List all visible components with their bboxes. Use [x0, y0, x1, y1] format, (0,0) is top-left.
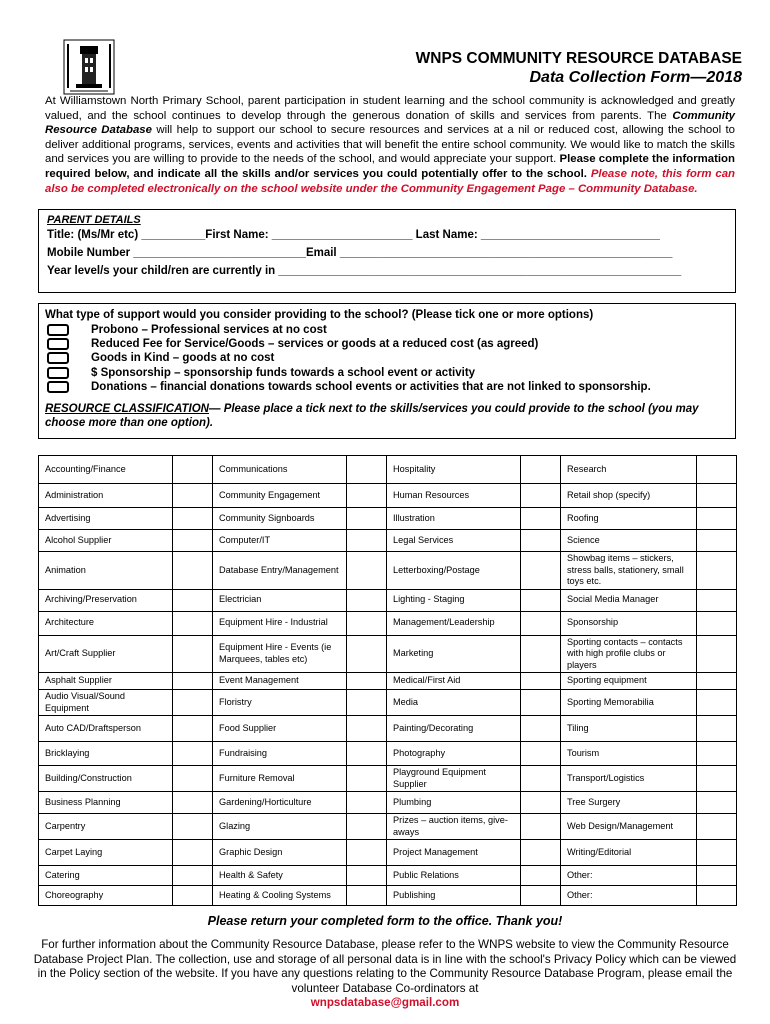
tick-box[interactable] — [697, 742, 737, 766]
support-type-box — [38, 303, 736, 439]
resource-label: Accounting/Finance — [39, 456, 173, 484]
intro-text-2: will help to support our school to secure resources and services at a nil or reduced cost, allowing the school to deliver additional programs, services, events and activities that will benefit the entire school community. We would like to match the skills and services you are willing to provide to the needs of the school, and would appreciate your support. — [45, 124, 735, 166]
return-note: Please return your completed form to the office. Thank you! — [207, 914, 563, 928]
resource-label: Audio Visual/Sound Equipment — [39, 690, 173, 716]
resource-label: Catering — [39, 866, 173, 886]
resource-classification — [45, 402, 729, 431]
tick-box[interactable] — [521, 635, 561, 673]
tick-box[interactable] — [697, 456, 737, 484]
resource-label: Alcohol Supplier — [39, 530, 173, 552]
resource-label: Plumbing — [387, 792, 521, 814]
tick-box[interactable] — [347, 886, 387, 906]
support-question: What type of support would you consider providing to the school? (Please tick one or more options) — [45, 309, 594, 321]
tick-box[interactable] — [521, 484, 561, 508]
resource-label: Science — [561, 530, 697, 552]
form-header — [416, 50, 742, 87]
tick-box[interactable] — [697, 589, 737, 611]
checkbox[interactable] — [47, 367, 69, 379]
tick-box[interactable] — [521, 716, 561, 742]
resource-label: Photography — [387, 742, 521, 766]
resource-label: Event Management — [213, 673, 347, 690]
resource-label: Other: — [561, 866, 697, 886]
tick-box[interactable] — [521, 611, 561, 635]
tick-box[interactable] — [521, 552, 561, 590]
tick-box[interactable] — [347, 840, 387, 866]
year-level-line[interactable]: Year level/s your child/ren are currently in _______________________________________________________________ — [47, 265, 682, 277]
resource-label: Writing/Editorial — [561, 840, 697, 866]
support-option — [45, 366, 729, 380]
intro-note: Please note, this form can also be completed electronically on the school website under the Community Engagement Page – Community Database. — [45, 167, 735, 195]
tick-box[interactable] — [521, 742, 561, 766]
support-option — [45, 337, 729, 351]
resource-label: Tourism — [561, 742, 697, 766]
tick-box[interactable] — [347, 484, 387, 508]
table-row — [39, 635, 737, 673]
resource-label: Sporting equipment — [561, 673, 697, 690]
option-label: Goods in Kind – goods at no cost — [91, 352, 275, 365]
tick-box[interactable] — [521, 589, 561, 611]
table-row — [39, 530, 737, 552]
resource-label: Management/Leadership — [387, 611, 521, 635]
resource-label: Tree Surgery — [561, 792, 697, 814]
table-row — [39, 673, 737, 690]
option-label: $ Sponsorship – sponsorship funds towards a school event or activity — [91, 366, 476, 379]
classification-text: — Please place a tick next to the skills/services you could provide to the school (you may choose more than one option). — [45, 402, 699, 430]
tick-box[interactable] — [521, 866, 561, 886]
table-row — [39, 814, 737, 840]
tick-box[interactable] — [347, 792, 387, 814]
name-fields-line[interactable]: Title: (Ms/Mr etc) __________First Name: ______________________ Last Name: ____________________________ — [47, 229, 660, 241]
resource-label: Administration — [39, 484, 173, 508]
tick-box[interactable] — [347, 690, 387, 716]
resource-label: Project Management — [387, 840, 521, 866]
resource-label: Social Media Manager — [561, 589, 697, 611]
resource-label: Publishing — [387, 886, 521, 906]
resource-label: Playground Equipment Supplier — [387, 766, 521, 792]
checkbox[interactable] — [47, 381, 69, 393]
tick-box[interactable] — [697, 690, 737, 716]
support-option — [45, 323, 729, 337]
tick-box[interactable] — [347, 530, 387, 552]
tick-box[interactable] — [173, 552, 213, 590]
resource-label: Choreography — [39, 886, 173, 906]
table-row — [39, 690, 737, 716]
tick-box[interactable] — [521, 673, 561, 690]
tick-box[interactable] — [347, 611, 387, 635]
tick-box[interactable] — [697, 866, 737, 886]
resource-table — [38, 455, 737, 906]
resource-label: Community Signboards — [213, 508, 347, 530]
tick-box[interactable] — [521, 886, 561, 906]
resource-label: Prizes – auction items, give-aways — [387, 814, 521, 840]
resource-label: Database Entry/Management — [213, 552, 347, 590]
resource-label: Auto CAD/Draftsperson — [39, 716, 173, 742]
contact-fields-line[interactable]: Mobile Number ___________________________Email ____________________________________________________ — [47, 247, 673, 259]
resource-label: Carpentry — [39, 814, 173, 840]
resource-label: Transport/Logistics — [561, 766, 697, 792]
resource-label: Health & Safety — [213, 866, 347, 886]
resource-label: Architecture — [39, 611, 173, 635]
tick-box[interactable] — [697, 635, 737, 673]
tick-box[interactable] — [521, 456, 561, 484]
resource-label: Building/Construction — [39, 766, 173, 792]
resource-label: Research — [561, 456, 697, 484]
tick-box[interactable] — [521, 840, 561, 866]
resource-label: Roofing — [561, 508, 697, 530]
tick-box[interactable] — [697, 552, 737, 590]
tick-box[interactable] — [347, 508, 387, 530]
tick-box[interactable] — [347, 635, 387, 673]
resource-label: Tiling — [561, 716, 697, 742]
checkbox[interactable] — [47, 338, 69, 350]
option-label: Reduced Fee for Service/Goods – services or goods at a reduced cost (as agreed) — [91, 338, 539, 351]
tick-box[interactable] — [173, 635, 213, 673]
footer-text: For further information about the Community Resource Database, please refer to the WNPS website to view the Community Resource Database Project Plan. The collection, use and storage of all personal data is in line with the school's Privacy Policy which can be viewed in the Policy section of the website. If you have any questions relating to the Community Resource Database Program, please email the volunteer Database Co-ordinators at — [33, 938, 737, 995]
tick-box[interactable] — [521, 690, 561, 716]
option-label: Probono – Professional services at no cost — [91, 324, 327, 336]
tick-box[interactable] — [347, 742, 387, 766]
tick-box[interactable] — [173, 484, 213, 508]
resource-label: Community Engagement — [213, 484, 347, 508]
resource-label: Furniture Removal — [213, 766, 347, 792]
tick-box[interactable] — [347, 589, 387, 611]
resource-label: Retail shop (specify) — [561, 484, 697, 508]
tick-box[interactable] — [521, 766, 561, 792]
support-option — [45, 351, 729, 365]
resource-label: Medical/First Aid — [387, 673, 521, 690]
intro-paragraph — [45, 94, 735, 196]
tick-box[interactable] — [347, 766, 387, 792]
resource-label: Carpet Laying — [39, 840, 173, 866]
resource-label: Asphalt Supplier — [39, 673, 173, 690]
resource-label: Web Design/Management — [561, 814, 697, 840]
intro-crd: Community Resource Database — [45, 109, 735, 137]
table-row — [39, 484, 737, 508]
resource-label: Gardening/Horticulture — [213, 792, 347, 814]
resource-label: Graphic Design — [213, 840, 347, 866]
tick-box[interactable] — [347, 814, 387, 840]
resource-label: Fundraising — [213, 742, 347, 766]
resource-label: Sponsorship — [561, 611, 697, 635]
page-title: WNPS COMMUNITY RESOURCE DATABASE — [415, 50, 742, 67]
tick-box[interactable] — [697, 673, 737, 690]
tick-box[interactable] — [347, 456, 387, 484]
option-label: Donations – financial donations towards school events or activities that are not linked to sponsorship. — [91, 380, 651, 393]
table-row — [39, 742, 737, 766]
tick-box[interactable] — [173, 673, 213, 690]
resource-label: Communications — [213, 456, 347, 484]
resource-label: Lighting - Staging — [387, 589, 521, 611]
tick-box[interactable] — [521, 530, 561, 552]
tick-box[interactable] — [697, 508, 737, 530]
resource-label: Floristry — [213, 690, 347, 716]
resource-label: Glazing — [213, 814, 347, 840]
resource-label: Painting/Decorating — [387, 716, 521, 742]
tick-box[interactable] — [173, 690, 213, 716]
classification-label: RESOURCE CLASSIFICATION — [45, 402, 209, 415]
resource-label: Food Supplier — [213, 716, 347, 742]
table-row — [39, 508, 737, 530]
parent-details-heading: PARENT DETAILS — [47, 214, 141, 226]
table-row — [39, 792, 737, 814]
resource-label: Public Relations — [387, 866, 521, 886]
tick-box[interactable] — [173, 589, 213, 611]
tick-box[interactable] — [173, 840, 213, 866]
tick-box[interactable] — [173, 456, 213, 484]
resource-label: Bricklaying — [39, 742, 173, 766]
tick-box[interactable] — [521, 814, 561, 840]
tick-box[interactable] — [697, 840, 737, 866]
tick-box[interactable] — [173, 716, 213, 742]
resource-label: Letterboxing/Postage — [387, 552, 521, 590]
resource-label: Sporting contacts – contacts with high profile clubs or players — [561, 635, 697, 673]
table-row — [39, 866, 737, 886]
tick-box[interactable] — [697, 484, 737, 508]
resource-label: Electrician — [213, 589, 347, 611]
table-row — [39, 611, 737, 635]
resource-label: Media — [387, 690, 521, 716]
tick-box[interactable] — [173, 866, 213, 886]
intro-bold: Please complete the information required below, and indicate all the skills and/or services you could potentially offer to the school. — [45, 153, 735, 180]
tick-box[interactable] — [173, 766, 213, 792]
support-option — [45, 380, 729, 394]
tick-box[interactable] — [697, 611, 737, 635]
tick-box[interactable] — [347, 552, 387, 590]
tick-box[interactable] — [697, 814, 737, 840]
resource-label: Marketing — [387, 635, 521, 673]
tick-box[interactable] — [173, 611, 213, 635]
resource-label: Legal Services — [387, 530, 521, 552]
resource-label: Illustration — [387, 508, 521, 530]
tick-box[interactable] — [521, 792, 561, 814]
tick-box[interactable] — [173, 530, 213, 552]
tick-box[interactable] — [173, 886, 213, 906]
tick-box[interactable] — [173, 792, 213, 814]
resource-label: Human Resources — [387, 484, 521, 508]
table-row — [39, 552, 737, 590]
resource-label: Heating & Cooling Systems — [213, 886, 347, 906]
tick-box[interactable] — [173, 814, 213, 840]
footer-info — [30, 938, 740, 1011]
tick-box[interactable] — [173, 508, 213, 530]
tick-box[interactable] — [347, 866, 387, 886]
resource-label: Computer/IT — [213, 530, 347, 552]
resource-label: Showbag items – stickers, stress balls, stationery, small toys etc. — [561, 552, 697, 590]
table-row — [39, 456, 737, 484]
resource-label: Art/Craft Supplier — [39, 635, 173, 673]
resource-label: Archiving/Preservation — [39, 589, 173, 611]
resource-label: Business Planning — [39, 792, 173, 814]
tick-box[interactable] — [697, 530, 737, 552]
contact-email[interactable]: wnpsdatabase@gmail.com — [310, 996, 460, 1010]
resource-label: Advertising — [39, 508, 173, 530]
tick-box[interactable] — [173, 742, 213, 766]
checkbox[interactable] — [47, 324, 69, 336]
resource-label: Hospitality — [387, 456, 521, 484]
table-row — [39, 766, 737, 792]
page-subtitle: Data Collection Form—2018 — [529, 69, 742, 86]
intro-text-1: At Williamstown North Primary School, parent participation in student learning and the school community is acknowledged and greatly valued, and the school continues to develop through the generous donation of skills and services from parents. The — [45, 95, 735, 122]
resource-label: Equipment Hire - Industrial — [213, 611, 347, 635]
resource-label: Equipment Hire - Events (ie Marquees, tables etc) — [213, 635, 347, 673]
tick-box[interactable] — [347, 673, 387, 690]
tick-box[interactable] — [697, 766, 737, 792]
checkbox[interactable] — [47, 352, 69, 364]
tick-box[interactable] — [697, 716, 737, 742]
tick-box[interactable] — [347, 716, 387, 742]
table-row — [39, 716, 737, 742]
school-logo-icon — [58, 36, 120, 98]
tick-box[interactable] — [521, 508, 561, 530]
table-row — [39, 886, 737, 906]
tick-box[interactable] — [697, 886, 737, 906]
resource-label: Animation — [39, 552, 173, 590]
resource-label: Sporting Memorabilia — [561, 690, 697, 716]
table-row — [39, 840, 737, 866]
table-row — [39, 589, 737, 611]
parent-details-box — [38, 209, 736, 293]
resource-label: Other: — [561, 886, 697, 906]
tick-box[interactable] — [697, 792, 737, 814]
